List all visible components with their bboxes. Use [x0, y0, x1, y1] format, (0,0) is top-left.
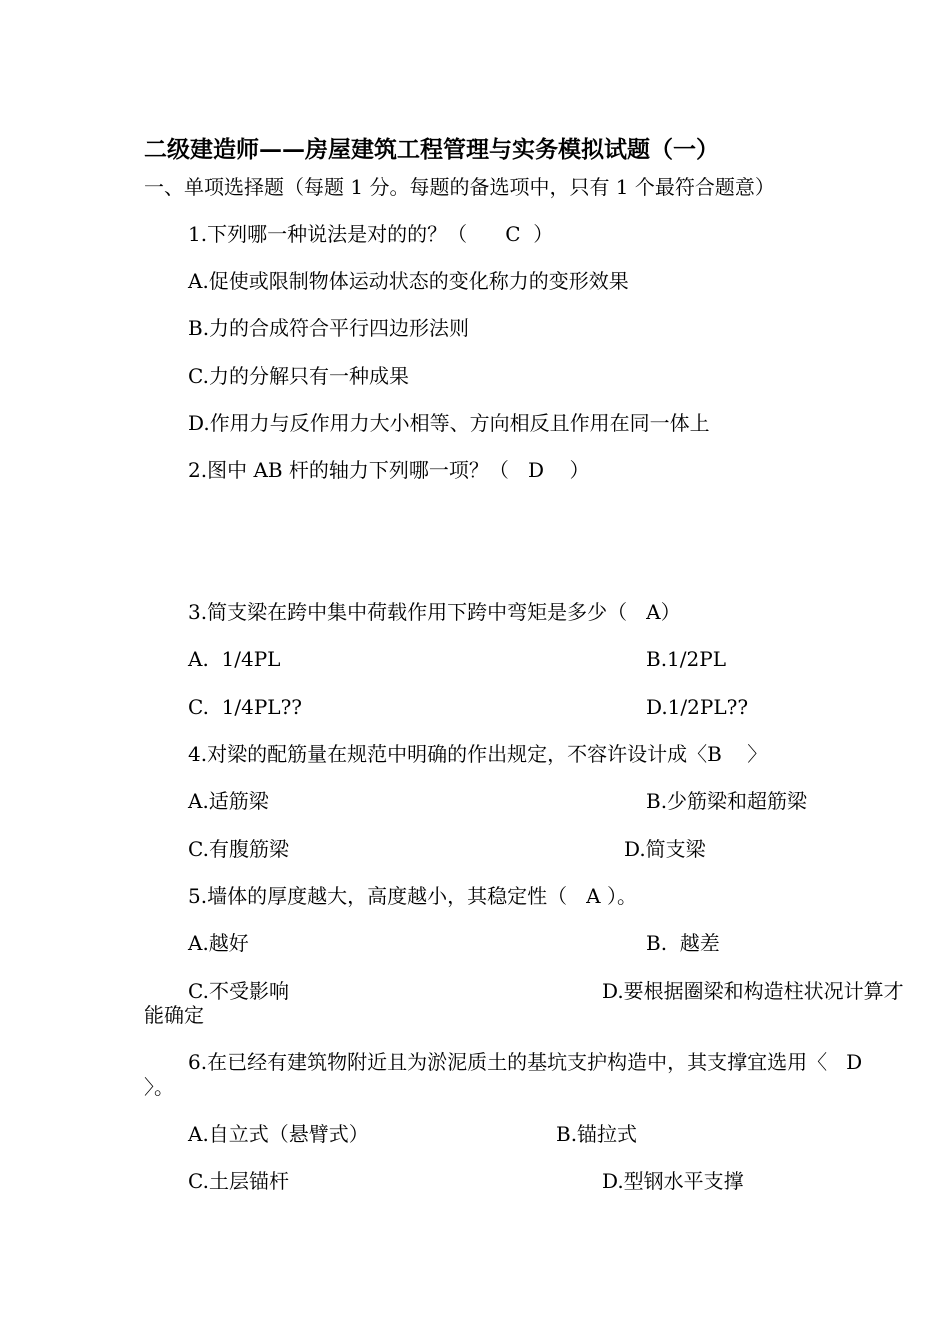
question-4-stem: 4.对梁的配筋量在规范中明确的作出规定，不容许设计成〈B 〉 [188, 742, 768, 766]
question-1-option-c: C.力的分解只有一种成果 [188, 364, 409, 388]
question-6-stem: 6.在已经有建筑物附近且为淤泥质土的基坑支护构造中，其支撑宜选用〈 D [188, 1050, 863, 1074]
question-1-option-a: A.促使或限制物体运动状态的变化称力的变形效果 [188, 269, 629, 293]
document-title: 二级建造师——房屋建筑工程管理与实务模拟试题（一） [144, 136, 719, 163]
question-6-option-b: B.锚拉式 [556, 1122, 638, 1146]
question-1-stem: 1.下列哪一种说法是对的的？（ C ） [188, 222, 554, 246]
question-3-option-b: B.1/2PL [646, 647, 726, 671]
question-3-option-d: D.1/2PL?? [646, 695, 749, 719]
question-5-option-d-continued: 能确定 [144, 1003, 204, 1027]
question-5-option-c: C.不受影响 [188, 979, 289, 1003]
question-1-option-b: B.力的合成符合平行四边形法则 [188, 316, 470, 340]
section-heading: 一、单项选择题（每题 1 分。每题的备选项中，只有 1 个最符合题意） [144, 175, 775, 199]
question-4-option-d: D.简支梁 [624, 837, 706, 861]
question-4-option-a: A.适筋梁 [188, 789, 269, 813]
question-6-stem-continued: 〉。 [144, 1075, 174, 1099]
question-3-option-c: C. 1/4PL?? [188, 695, 303, 719]
question-3-stem: 3.简支梁在跨中集中荷载作用下跨中弯矩是多少（ A） [188, 600, 681, 624]
question-6-option-c: C.土层锚杆 [188, 1169, 289, 1193]
question-6-option-a: A.自立式（悬臂式） [188, 1122, 369, 1146]
question-4-option-c: C.有腹筋梁 [188, 837, 289, 861]
question-5-option-d: D.要根据圈梁和构造柱状况计算才 [602, 979, 904, 1003]
question-5-option-b: B. 越差 [646, 931, 720, 955]
question-1-option-d: D.作用力与反作用力大小相等、方向相反且作用在同一体上 [188, 411, 710, 435]
question-4-option-b: B.少筋梁和超筋梁 [646, 789, 808, 813]
question-3-option-a: A. 1/4PL [188, 647, 281, 671]
question-2-stem: 2.图中 AB 杆的轴力下列哪一项？（ D ） [188, 458, 590, 482]
question-6-option-d: D.型钢水平支撑 [602, 1169, 744, 1193]
question-5-stem: 5.墙体的厚度越大，高度越小，其稳定性（ A ）。 [188, 884, 637, 908]
question-5-option-a: A.越好 [188, 931, 249, 955]
